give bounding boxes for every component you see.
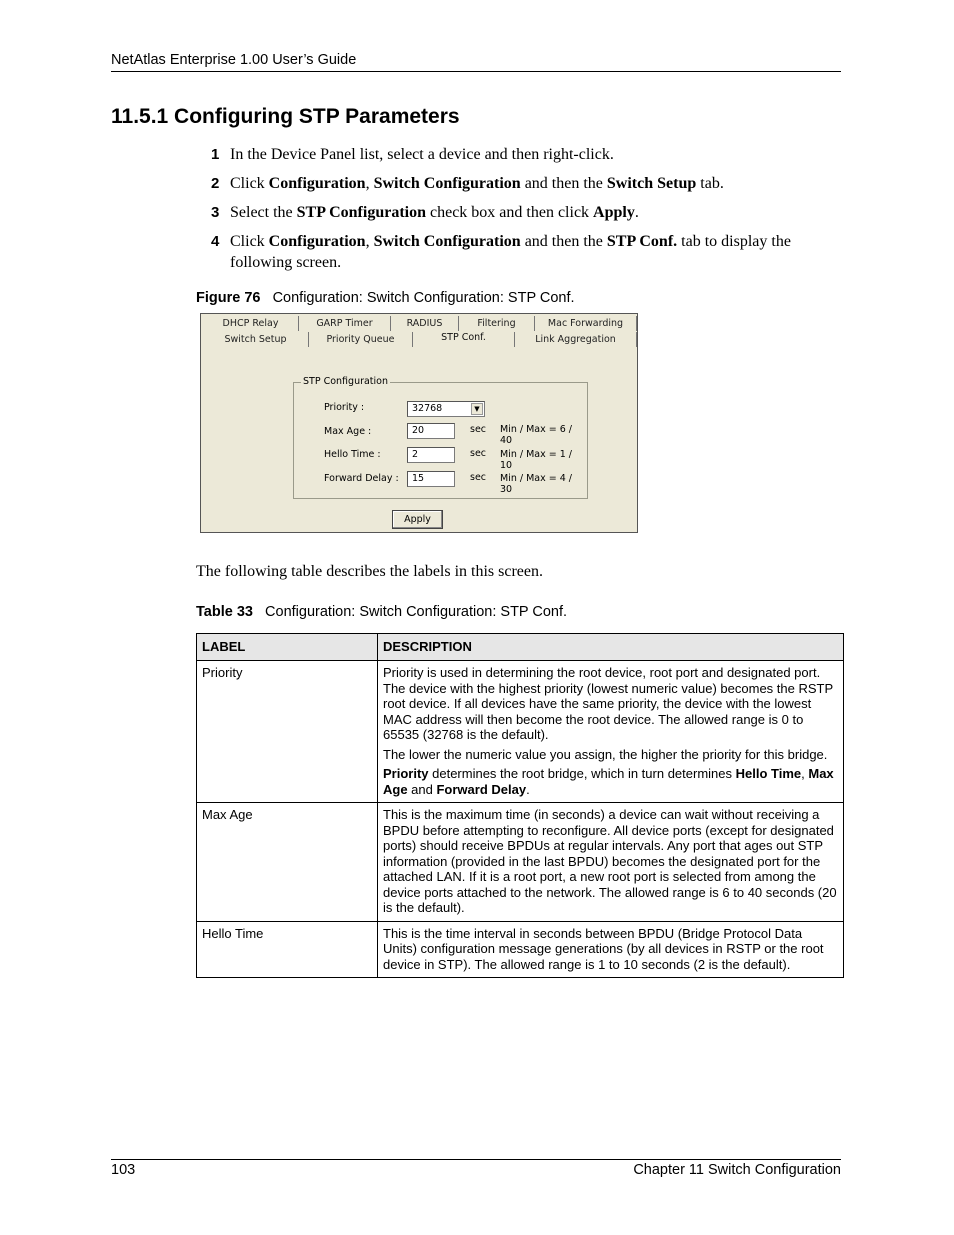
row-label: Max Age xyxy=(197,803,378,922)
bold-term: Configuration xyxy=(268,175,366,192)
tab-priority-queue[interactable]: Priority Queue xyxy=(309,332,413,347)
text-run: This is the time interval in seconds between BPDU (Bridge Protocol Data Units) configuration message generations (by all devices in RSTP or the root device in STP). The allowed range is 1 to 10 seconds (2 is the default). xyxy=(383,925,824,972)
step-number: 3 xyxy=(211,204,220,221)
bold-term: STP Conf. xyxy=(606,233,678,250)
stp-configuration-group xyxy=(293,376,588,499)
bold-term: Forward Delay xyxy=(436,781,527,797)
step-item xyxy=(111,202,841,223)
running-header: NetAtlas Enterprise 1.00 User’s Guide xyxy=(111,52,357,68)
bold-term: Max Age xyxy=(383,766,834,797)
priority-value: 32768 xyxy=(412,403,443,414)
tab-mac-forwarding[interactable]: Mac Forwarding xyxy=(535,316,637,331)
step-number: 2 xyxy=(211,175,220,192)
row-label: Hello Time xyxy=(197,921,378,978)
priority-select[interactable] xyxy=(407,401,485,417)
chevron-down-icon[interactable]: ▼ xyxy=(471,403,483,415)
table-row xyxy=(197,803,844,922)
step-item xyxy=(111,173,841,194)
row-label: Priority xyxy=(197,661,378,803)
table-caption xyxy=(196,604,567,620)
description-paragraph xyxy=(383,807,838,916)
table-caption-text: Configuration: Switch Configuration: STP Conf. xyxy=(265,604,568,620)
text-run: . xyxy=(634,204,639,221)
step-item xyxy=(111,144,841,165)
step-text xyxy=(230,175,724,192)
hello-time-range: Min / Max = 1 / 10 xyxy=(500,449,573,471)
description-paragraph xyxy=(383,747,838,763)
forward-delay-input[interactable]: 15 xyxy=(407,471,455,487)
max-age-input[interactable]: 20 xyxy=(407,423,455,439)
tab-filtering[interactable]: Filtering xyxy=(459,316,535,331)
bold-term: Switch Setup xyxy=(606,175,697,192)
section-title: 11.5.1 Configuring STP Parameters xyxy=(111,105,460,128)
max-age-unit: sec xyxy=(470,424,487,435)
intro-paragraph: The following table describes the labels in this screen. xyxy=(196,563,544,580)
text-run: check box and then click xyxy=(426,204,594,221)
step-item xyxy=(111,231,841,273)
header-label: LABEL xyxy=(197,634,378,661)
step-number: 1 xyxy=(211,146,220,163)
field-label-max-age: Max Age : xyxy=(324,426,372,437)
description-paragraph xyxy=(383,926,838,973)
text-run: , xyxy=(365,175,374,192)
table-header-row xyxy=(197,634,844,661)
tab-radius[interactable]: RADIUS xyxy=(391,316,459,331)
text-run: Click xyxy=(230,175,269,192)
hello-time-input[interactable]: 2 xyxy=(407,447,455,463)
field-label-priority: Priority : xyxy=(324,402,365,413)
step-text xyxy=(230,233,791,271)
step-list xyxy=(111,144,841,281)
header-description: DESCRIPTION xyxy=(378,634,844,661)
text-run: , xyxy=(365,233,374,250)
text-run: tab. xyxy=(696,175,724,192)
field-label-forward-delay: Forward Delay : xyxy=(324,473,399,484)
description-paragraph xyxy=(383,766,838,797)
bold-term: Switch Configuration xyxy=(373,233,521,250)
description-paragraph xyxy=(383,665,838,743)
text-run: . xyxy=(526,781,530,797)
figure-caption-text: Configuration: Switch Configuration: STP Conf. xyxy=(272,290,575,306)
header-rule xyxy=(111,71,841,72)
figure-caption xyxy=(196,290,575,306)
tab-row-2 xyxy=(203,332,637,347)
row-description xyxy=(378,661,844,803)
text-run: The lower the numeric value you assign, the higher the priority for this bridge. xyxy=(383,746,828,762)
stp-conf-screen xyxy=(200,313,638,533)
text-run: Select the xyxy=(230,204,297,221)
row-description xyxy=(378,803,844,922)
footer-rule xyxy=(111,1159,841,1160)
text-run: Priority is used in determining the root device, root port and designated port. The device with the highest priority (lowest numeric value) becomes the RSTP root device. If all devices have the same priority, the device with the lowest MAC address will then become the root device. The allowed range is 0 to 65535 (32768 is the default). xyxy=(383,665,833,742)
label-description-table xyxy=(196,633,844,978)
step-text xyxy=(230,204,639,221)
page-number: 103 xyxy=(111,1162,136,1178)
text-run: This is the maximum time (in seconds) a device can wait without receiving a BPDU before attempting to reconfigure. All device ports (except for designated ports) should receive BPDUs at regular intervals. Any port that ages out STP information (provided in the last BPDU) becomes the designated port for the attached LAN. If it is a root port, a new root port is selected from among the device ports attached to the network. The allowed range is 6 to 40 seconds (20 is the default). xyxy=(383,807,837,915)
max-age-range: Min / Max = 6 / 40 xyxy=(500,424,573,446)
text-run: and xyxy=(407,781,437,797)
text-run: and then the xyxy=(520,175,607,192)
tab-dhcp-relay[interactable]: DHCP Relay xyxy=(203,316,299,331)
table-row xyxy=(197,921,844,978)
apply-button[interactable]: Apply xyxy=(392,510,443,529)
chapter-title: Chapter 11 Switch Configuration xyxy=(633,1162,841,1178)
field-label-hello-time: Hello Time : xyxy=(324,449,381,460)
text-run: determines the root bridge, which in turn determines xyxy=(428,766,736,781)
bold-term: Hello Time xyxy=(735,766,802,781)
text-run: and then the xyxy=(520,233,607,250)
bold-term: Priority xyxy=(383,766,429,781)
text-run: tab to display the following screen. xyxy=(230,233,791,271)
table-label: Table 33 xyxy=(196,604,253,620)
tab-stp-conf[interactable]: STP Conf. xyxy=(413,332,515,347)
tab-row-1 xyxy=(203,316,637,331)
forward-delay-range: Min / Max = 4 / 30 xyxy=(500,473,573,495)
figure-label: Figure 76 xyxy=(196,290,261,306)
bold-term: Apply xyxy=(593,204,635,221)
forward-delay-unit: sec xyxy=(470,472,487,483)
step-text xyxy=(230,146,614,163)
table-row xyxy=(197,661,844,803)
tab-switch-setup[interactable]: Switch Setup xyxy=(203,332,309,347)
hello-time-unit: sec xyxy=(470,448,487,459)
text-run: Click xyxy=(230,233,269,250)
text-run: , xyxy=(801,766,809,781)
bold-term: Switch Configuration xyxy=(373,175,521,192)
step-number: 4 xyxy=(211,233,220,250)
bold-term: STP Configuration xyxy=(296,204,426,221)
tab-garp-timer[interactable]: GARP Timer xyxy=(299,316,391,331)
row-description xyxy=(378,921,844,978)
bold-term: Configuration xyxy=(268,233,366,250)
text-run: In the Device Panel list, select a device and then right-click. xyxy=(230,146,614,163)
group-title: STP Configuration xyxy=(303,376,389,387)
tab-link-aggregation[interactable]: Link Aggregation xyxy=(515,332,637,347)
